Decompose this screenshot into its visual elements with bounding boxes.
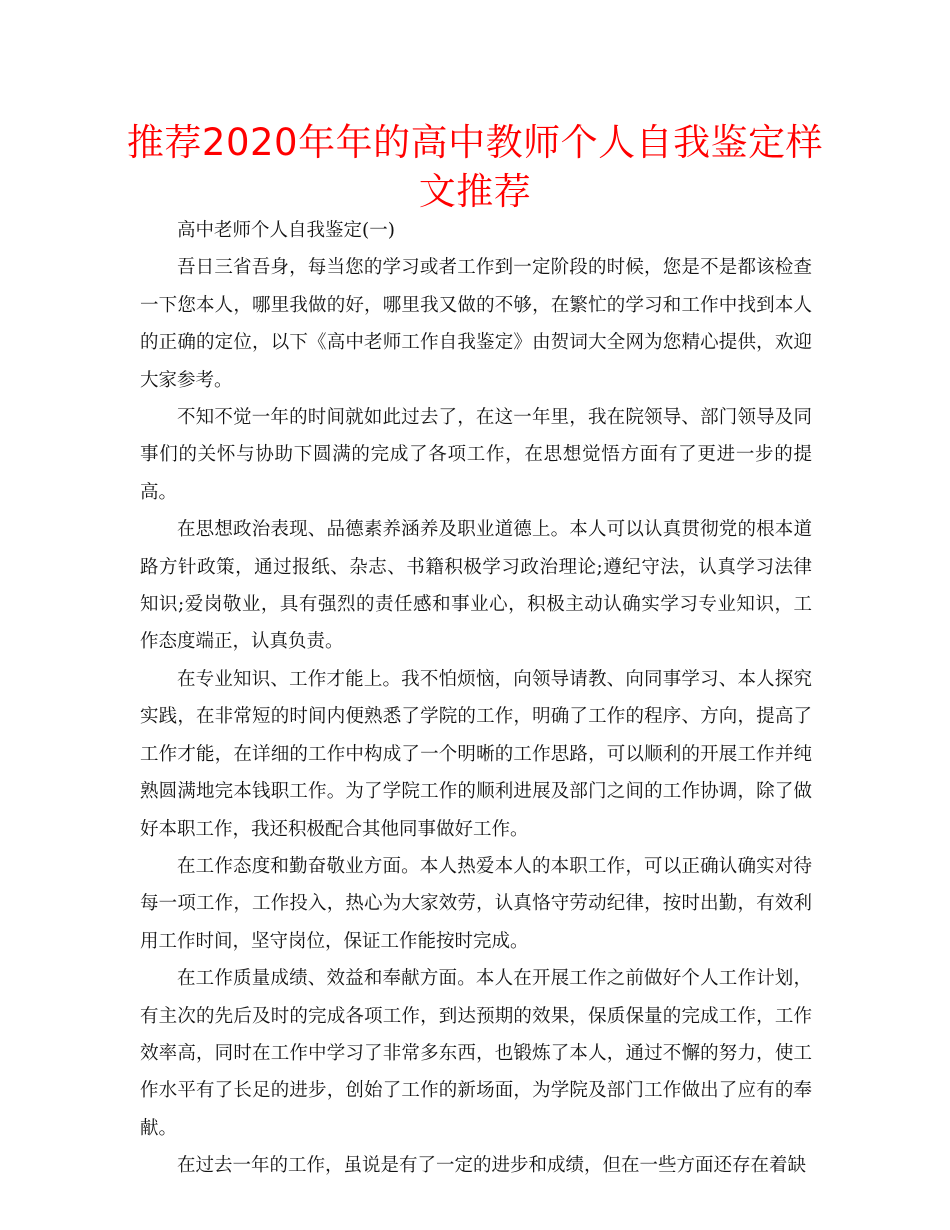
paragraph-7: 在过去一年的工作，虽说是有了一定的进步和成绩，但在一些方面还存在着缺	[177, 1155, 807, 1177]
paragraph-1: 吾日三省吾身，每当您的学习或者工作到一定阶段的时候，您是不是都该检查一下您本人，哪里我做的好，哪里我又做的不够，在繁忙的学习和工作中找到本人的正确的定位，以下《高中老师工作自我鉴定》由贺词大全网为您精心提供，欢迎大家参考。	[140, 257, 812, 391]
paragraph-5: 在工作态度和勤奋敬业方面。本人热爱本人的本职工作，可以正确认确实对待每一项工作，工作投入，热心为大家效劳，认真恪守劳动纪律，按时出勤，有效利用工作时间，坚守岗位，保证工作能按时完成。	[140, 855, 812, 952]
document-title: 推荐2020年年的高中教师个人自我鉴定样文推荐	[126, 121, 824, 213]
paragraph-6: 在工作质量成绩、效益和奉献方面。本人在开展工作之前做好个人工作计划，有主次的先后及时的完成各项工作，到达预期的效果，保质保量的完成工作，工作效率高，同时在工作中学习了非常多东西，也锻炼了本人，通过不懈的努力，使工作水平有了长足的进步，创始了工作的新场面，为学院及部门工作做出了应有的奉献。	[140, 968, 812, 1139]
paragraph-4: 在专业知识、工作才能上。我不怕烦恼，向领导请教、向同事学习、本人探究实践，在非常短的时间内便熟悉了学院的工作，明确了工作的程序、方向，提高了工作才能，在详细的工作中构成了一个明晰的工作思路，可以顺利的开展工作并纯熟圆满地完本钱职工作。为了学院工作的顺利进展及部门之间的工作协调，除了做好本职工作，我还积极配合其他同事做好工作。	[140, 668, 812, 840]
document-body	[140, 212, 812, 1185]
paragraph-3: 在思想政治表现、品德素养涵养及职业道德上。本人可以认真贯彻党的根本道路方针政策，通过报纸、杂志、书籍积极学习政治理论;遵纪守法，认真学习法律知识;爱岗敬业，具有强烈的责任感和事业心，积极主动认确实学习专业知识，工作态度端正，认真负责。	[140, 519, 812, 653]
section-heading: 高中老师个人自我鉴定(一)	[177, 220, 395, 241]
paragraph-2: 不知不觉一年的时间就如此过去了，在这一年里，我在院领导、部门领导及同事们的关怀与协助下圆满的完成了各项工作，在思想觉悟方面有了更进一步的提高。	[140, 407, 812, 503]
